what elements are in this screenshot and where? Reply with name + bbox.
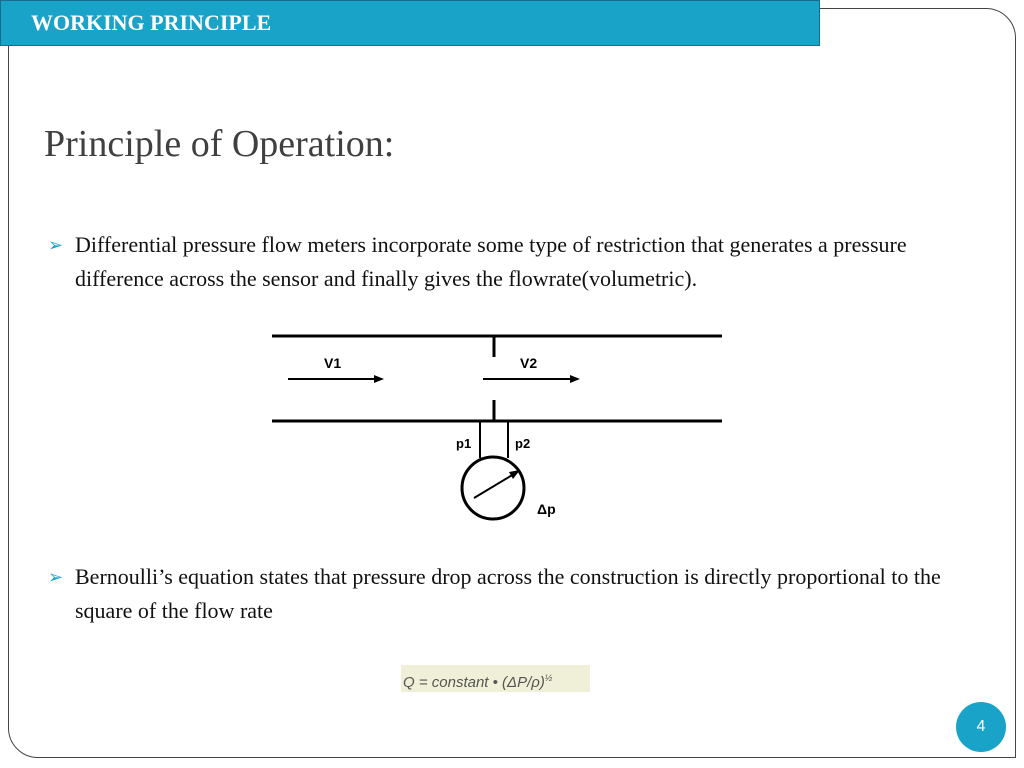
flow-meter-diagram — [262, 326, 732, 526]
page-number: 4 — [956, 702, 1006, 752]
label-p2: p2 — [515, 436, 531, 451]
bullet-item — [48, 560, 968, 628]
label-p1: p1 — [456, 436, 472, 451]
label-delta-p: Δp — [537, 501, 556, 517]
arrow-bullet-icon: ➢ — [48, 235, 64, 255]
equation-text: Q = constant • (ΔP/ρ) — [403, 674, 545, 691]
arrow-bullet-icon: ➢ — [48, 567, 64, 587]
bullet-text: Bernoulli’s equation states that pressure drop across the construction is directly proportional to the square of the flow rate — [75, 564, 941, 623]
label-v1: V1 — [324, 355, 342, 371]
equation-exponent: ½ — [544, 673, 553, 683]
label-v2: V2 — [520, 355, 538, 371]
arrowhead-v1 — [374, 375, 384, 383]
section-header: WORKING PRINCIPLE — [0, 0, 820, 46]
flow-equation — [401, 665, 590, 692]
arrowhead-v2 — [570, 375, 580, 383]
slide-title: Principle of Operation: — [44, 123, 395, 165]
pressure-gauge — [462, 457, 524, 519]
bullet-text: Differential pressure flow meters incorporate some type of restriction that generates a pressure difference across the sensor and finally gives the flowrate(volumetric). — [75, 232, 907, 291]
bullet-item — [48, 228, 968, 296]
